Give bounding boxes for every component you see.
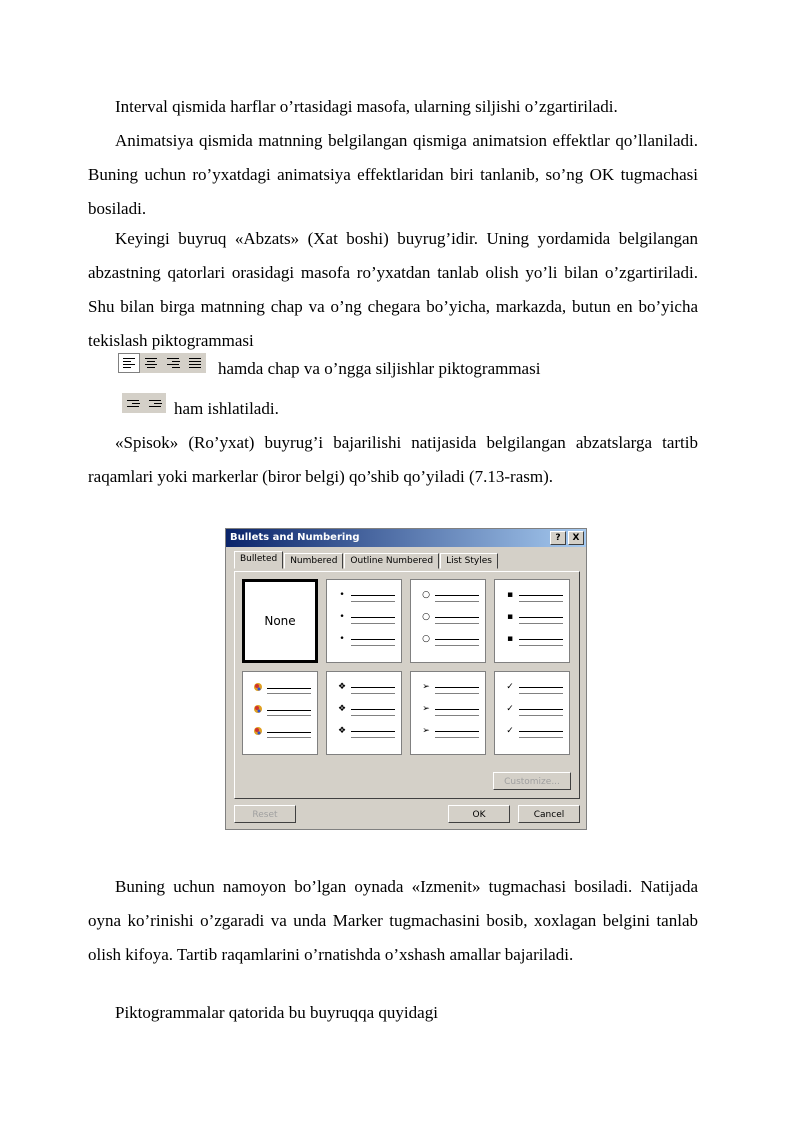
customize-button[interactable]: Customize... [493, 772, 571, 790]
bullet-symbol: ✓ [506, 726, 514, 736]
bullet-sample-row [335, 590, 395, 600]
bullet-option-check[interactable] [494, 671, 570, 755]
sample-text-line [351, 737, 395, 738]
sample-text-line [435, 709, 479, 710]
picture-bullet-icon [251, 704, 265, 717]
sample-text-line [435, 737, 479, 738]
align-justify-icon[interactable] [184, 353, 206, 373]
sample-text-line [519, 601, 563, 602]
sample-text-line [435, 601, 479, 602]
sample-text-line [519, 731, 563, 732]
bullet-symbol: ○ [422, 634, 430, 644]
sample-text-line [519, 645, 563, 646]
bullets-numbering-dialog [225, 528, 587, 830]
sample-text-line [351, 601, 395, 602]
sample-text-line [267, 715, 311, 716]
bullet-sample-row [419, 612, 479, 622]
bullet-symbol: ○ [422, 590, 430, 600]
bullet-sample-row [503, 634, 563, 644]
sample-text-line [435, 693, 479, 694]
sample-text-line [519, 737, 563, 738]
sample-text-line [267, 693, 311, 694]
sample-text-line [267, 710, 311, 711]
sample-text-line [435, 623, 479, 624]
bullet-sample-row [419, 682, 479, 692]
bullet-sample-row [419, 634, 479, 644]
bullet-option-none[interactable] [242, 579, 318, 663]
bullet-sample-row [419, 704, 479, 714]
bullet-sample-row [335, 634, 395, 644]
bullet-symbol: ➢ [422, 704, 430, 714]
dialog-tabs [234, 553, 499, 569]
sample-text-line [519, 709, 563, 710]
bullet-symbol: ○ [422, 612, 430, 622]
bullet-option-picture[interactable] [242, 671, 318, 755]
paragraph-abzats-end: ham ishlatiladi. [174, 399, 279, 418]
close-button[interactable]: X [568, 531, 584, 545]
cancel-button[interactable]: Cancel [518, 805, 580, 823]
sample-text-line [351, 731, 395, 732]
bullet-sample-row [503, 612, 563, 622]
alignment-toolbar [118, 353, 206, 373]
align-left-icon[interactable] [118, 353, 140, 373]
bullet-symbol: ▪ [506, 612, 514, 622]
indent-toolbar [122, 393, 166, 413]
increase-indent-icon[interactable] [144, 393, 166, 413]
sample-text-line [267, 688, 311, 689]
paragraph-abzats-continued: hamda chap va o’ngga siljishlar piktogrammasi [218, 359, 541, 378]
sample-text-line [519, 639, 563, 640]
sample-text-line [351, 623, 395, 624]
paragraph-interval: Interval qismida harflar o’rtasidagi masofa, ularning siljishi o’zgartiriladi. [115, 97, 618, 116]
ok-button[interactable]: OK [448, 805, 510, 823]
bullet-symbol: • [339, 634, 345, 644]
sample-text-line [435, 731, 479, 732]
bullet-option-diamond[interactable] [326, 671, 402, 755]
paragraph-spisok: «Spisok» (Ro’yxat) buyrug’i bajarilishi natijasida belgilangan abzatslarga tartib raqamlari yoki markerlar (biror belgi) qo’shib qo’yiladi (7.13-rasm). [88, 433, 698, 486]
bullet-symbol: ❖ [337, 704, 347, 714]
bullet-symbol: ❖ [337, 682, 347, 692]
bullet-symbol: ▪ [506, 634, 514, 644]
reset-button[interactable]: Reset [234, 805, 296, 823]
paragraph-abzats: Keyingi buyruq «Abzats» (Xat boshi) buyrug’idir. Uning yordamida belgilangan abzastning qatorlari orasidagi masofa ro’yxatdan tanlab olish yo’li bilan o’zgartiriladi. Shu bilan birga matnning chap va o’ng chegara bo’yicha, markazda, butun en bo’yicha tekislash piktogrammasi [88, 229, 698, 350]
bullet-option-square[interactable] [494, 579, 570, 663]
bullet-gallery [234, 571, 580, 799]
bullet-option-circle[interactable] [410, 579, 486, 663]
bullet-symbol: ▪ [506, 590, 514, 600]
paragraph-izmenit: Buning uchun namoyon bo’lgan oynada «Izmenit» tugmachasi bosiladi. Natijada oyna ko’rinishi o’zgaradi va unda Marker tugmachasini bosib, xoxlagan belgini tanlab olish kifoya. Tartib raqamlarini o’rnatishda o’xshash amallar bajariladi. [88, 877, 698, 964]
none-label: None [264, 614, 296, 628]
bullet-symbol: ❖ [337, 726, 347, 736]
bullet-sample-row [335, 726, 395, 736]
bullet-symbol: ➢ [422, 682, 430, 692]
paragraph-animation: Animatsiya qismida matnning belgilangan qismiga animatsion effektlar qo’llaniladi. Buning uchun ro’yxatdagi animatsiya effektlaridan biri tanlanib, so’ng OK tugmachasi bosiladi. [88, 131, 698, 218]
dialog-title: Bullets and Numbering [230, 532, 360, 543]
sample-text-line [435, 715, 479, 716]
dialog-titlebar [226, 529, 586, 547]
sample-text-line [267, 737, 311, 738]
sample-text-line [351, 595, 395, 596]
sample-text-line [351, 639, 395, 640]
bullet-sample-row [503, 682, 563, 692]
sample-text-line [351, 617, 395, 618]
picture-bullet-icon [251, 726, 265, 739]
bullet-symbol: ✓ [506, 704, 514, 714]
decrease-indent-icon[interactable] [122, 393, 144, 413]
sample-text-line [519, 687, 563, 688]
bullet-symbol: ➢ [422, 726, 430, 736]
align-center-icon[interactable] [140, 353, 162, 373]
bullet-symbol: • [339, 590, 345, 600]
sample-text-line [267, 732, 311, 733]
sample-text-line [519, 693, 563, 694]
picture-bullet-icon [251, 682, 265, 695]
sample-text-line [435, 639, 479, 640]
sample-text-line [435, 617, 479, 618]
bullet-sample-row [503, 726, 563, 736]
tab-outline-numbered[interactable]: Outline Numbered [344, 553, 439, 569]
sample-text-line [351, 687, 395, 688]
bullet-sample-row [503, 590, 563, 600]
sample-text-line [435, 595, 479, 596]
sample-text-line [519, 623, 563, 624]
bullet-sample-row [419, 726, 479, 736]
sample-text-line [519, 595, 563, 596]
sample-text-line [435, 687, 479, 688]
bullet-sample-row [335, 682, 395, 692]
tab-bulleted[interactable]: Bulleted [234, 551, 283, 569]
sample-text-line [435, 645, 479, 646]
align-right-icon[interactable] [162, 353, 184, 373]
sample-text-line [351, 693, 395, 694]
sample-text-line [351, 645, 395, 646]
bullet-symbol: ✓ [506, 682, 514, 692]
tab-numbered[interactable]: Numbered [284, 553, 343, 569]
sample-text-line [351, 715, 395, 716]
bullet-sample-row [419, 590, 479, 600]
bullet-option-dot[interactable] [326, 579, 402, 663]
sample-text-line [519, 617, 563, 618]
paragraph-piktogramma: Piktogrammalar qatorida bu buyruqqa quyidagi [115, 1003, 438, 1022]
help-button[interactable]: ? [550, 531, 566, 545]
tab-list-styles[interactable]: List Styles [440, 553, 498, 569]
bullet-option-arrow[interactable] [410, 671, 486, 755]
bullet-symbol: • [339, 612, 345, 622]
bullet-sample-row [335, 704, 395, 714]
bullet-sample-row [335, 612, 395, 622]
bullet-sample-row [503, 704, 563, 714]
sample-text-line [519, 715, 563, 716]
sample-text-line [351, 709, 395, 710]
